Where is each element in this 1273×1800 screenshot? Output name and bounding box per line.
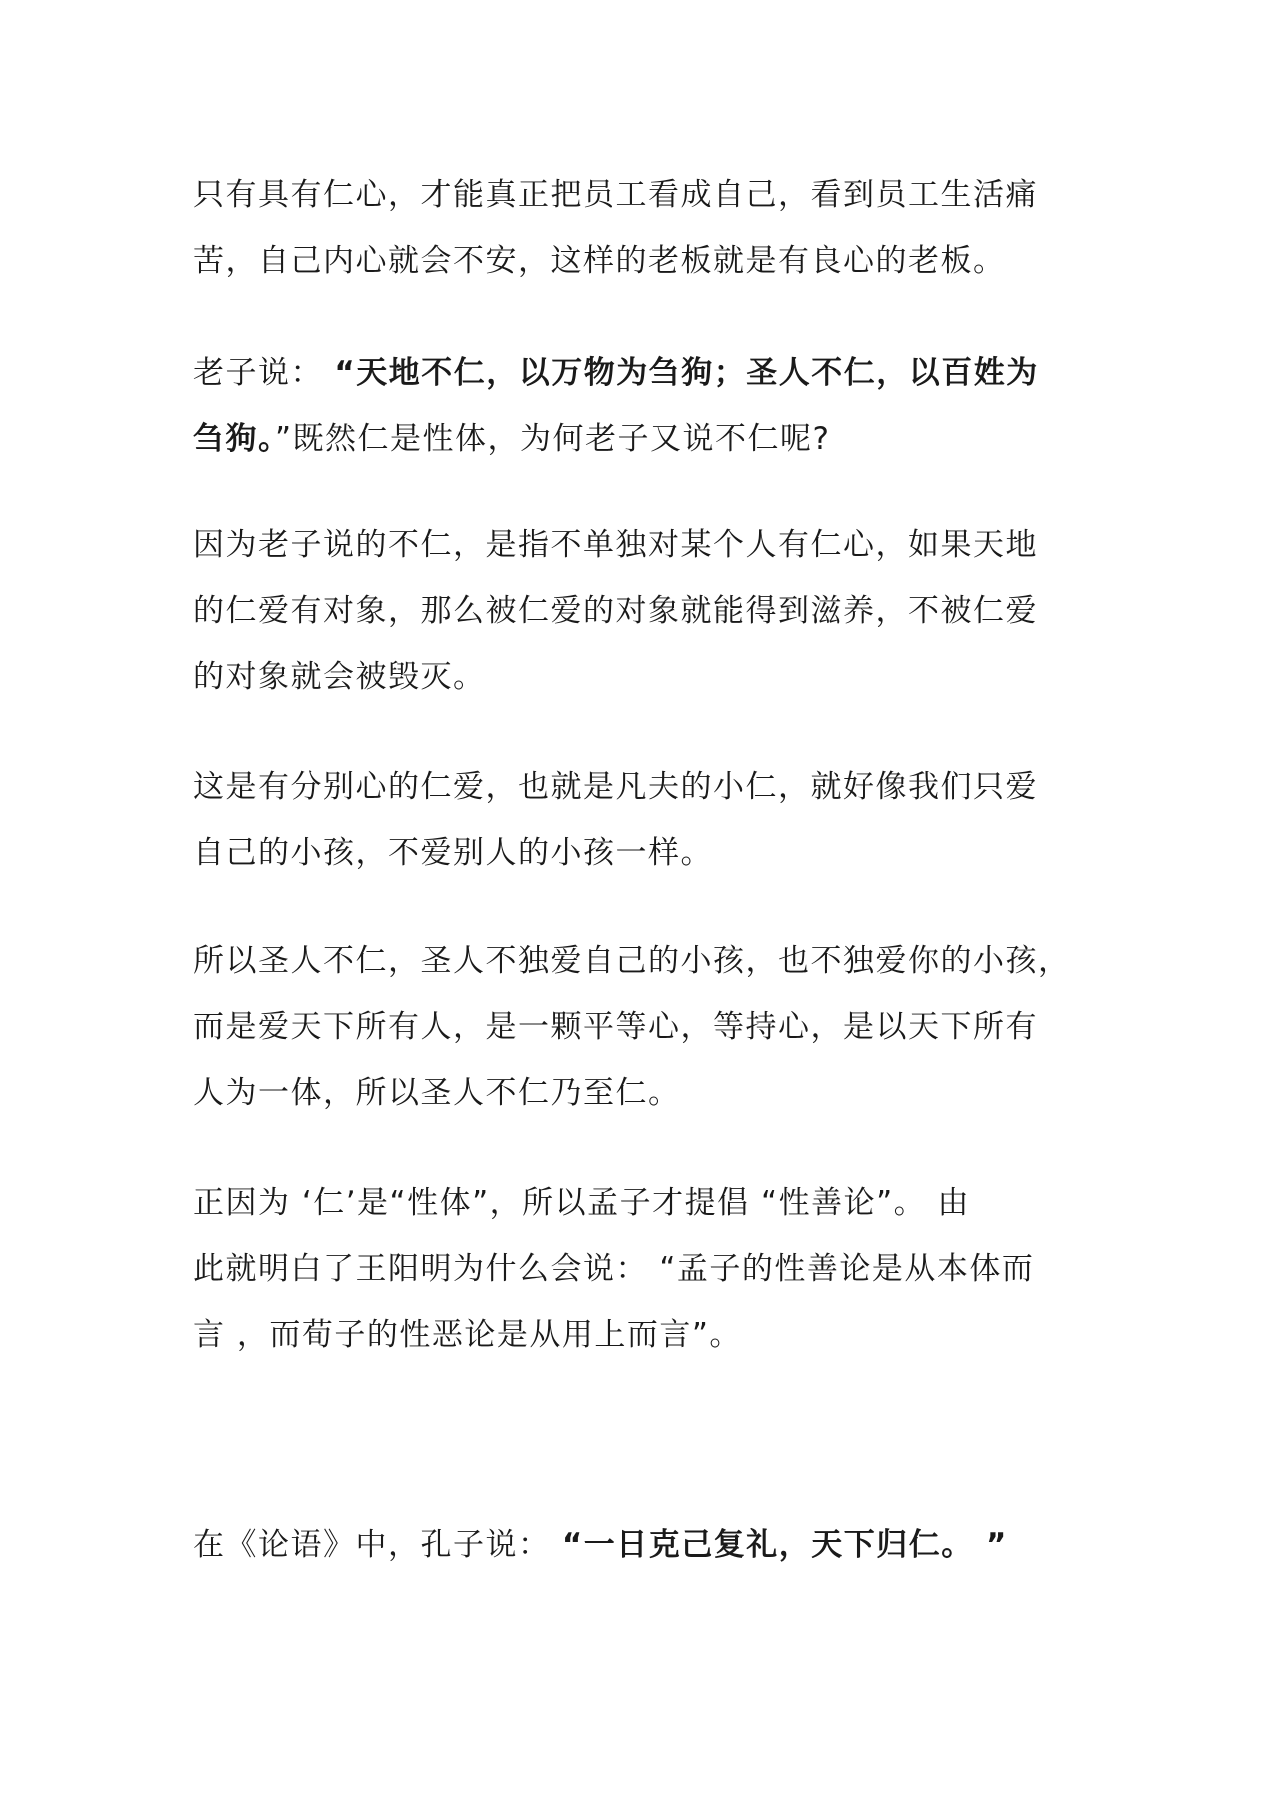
text-run: 因为老子说的不仁，是指不单独对某个人有仁心，如果天地 <box>193 527 1038 563</box>
text-run: 言 ，而荀子的性恶论是从用上而言”。 <box>193 1317 742 1353</box>
text-run: 只有具有仁心，才能真正把员工看成自己，看到员工生活痛 <box>193 177 1038 213</box>
text-line <box>193 644 1093 710</box>
paragraph-3 <box>193 512 1093 710</box>
text-run: ”既然仁是性体，为何老子又说不仁呢? <box>275 421 831 457</box>
paragraph-1 <box>193 162 1093 294</box>
text-line <box>193 1302 1093 1368</box>
text-run: 自己的小孩，不爱别人的小孩一样。 <box>193 835 713 871</box>
text-line <box>193 994 1093 1060</box>
text-run: 在《论语》中，孔子说： <box>193 1527 562 1563</box>
text-run: 老子说： <box>193 355 335 391</box>
text-line <box>193 228 1093 294</box>
paragraph-5 <box>193 928 1093 1126</box>
text-run: 而是爱天下所有人，是一颗平等心，等持心，是以天下所有 <box>193 1009 1038 1045</box>
text-line <box>193 578 1093 644</box>
text-run: 人为一体，所以圣人不仁乃至仁。 <box>193 1075 681 1111</box>
text-line <box>193 406 1093 472</box>
text-run: 这是有分别心的仁爱，也就是凡夫的小仁，就好像我们只爱 <box>193 769 1038 805</box>
text-line <box>193 1170 1093 1236</box>
text-run: 苦，自己内心就会不安，这样的老板就是有良心的老板。 <box>193 243 1006 279</box>
text-run: 正因为 ‘仁’是“性体”，所以孟子才提倡 “性善论”。 由 <box>193 1185 971 1221</box>
text-line <box>193 1236 1093 1302</box>
paragraph-4 <box>193 754 1093 886</box>
text-line <box>193 512 1093 578</box>
text-line <box>193 162 1093 228</box>
text-run: 所以圣人不仁，圣人不独爱自己的小孩，也不独爱你的小孩， <box>193 943 1071 979</box>
bold-text-run: “一日克己复礼，天下归仁。 ” <box>561 1527 1008 1563</box>
text-line <box>193 1512 1093 1578</box>
paragraph-6 <box>193 1170 1093 1368</box>
text-line <box>193 928 1093 994</box>
bold-text-run: “天地不仁，以万物为刍狗；圣人不仁，以百姓为 <box>334 355 1039 391</box>
text-run: 的对象就会被毁灭。 <box>193 659 486 695</box>
paragraph-2 <box>193 340 1093 472</box>
text-line <box>193 1060 1093 1126</box>
text-run: 此就明白了王阳明为什么会说： “孟子的性善论是从本体而 <box>193 1251 1035 1287</box>
text-run: 的仁爱有对象，那么被仁爱的对象就能得到滋养，不被仁爱 <box>193 593 1038 629</box>
text-line <box>193 820 1093 886</box>
paragraph-7 <box>193 1512 1093 1578</box>
bold-text-run: 刍狗。 <box>193 421 275 457</box>
text-line <box>193 754 1093 820</box>
text-line <box>193 340 1093 406</box>
